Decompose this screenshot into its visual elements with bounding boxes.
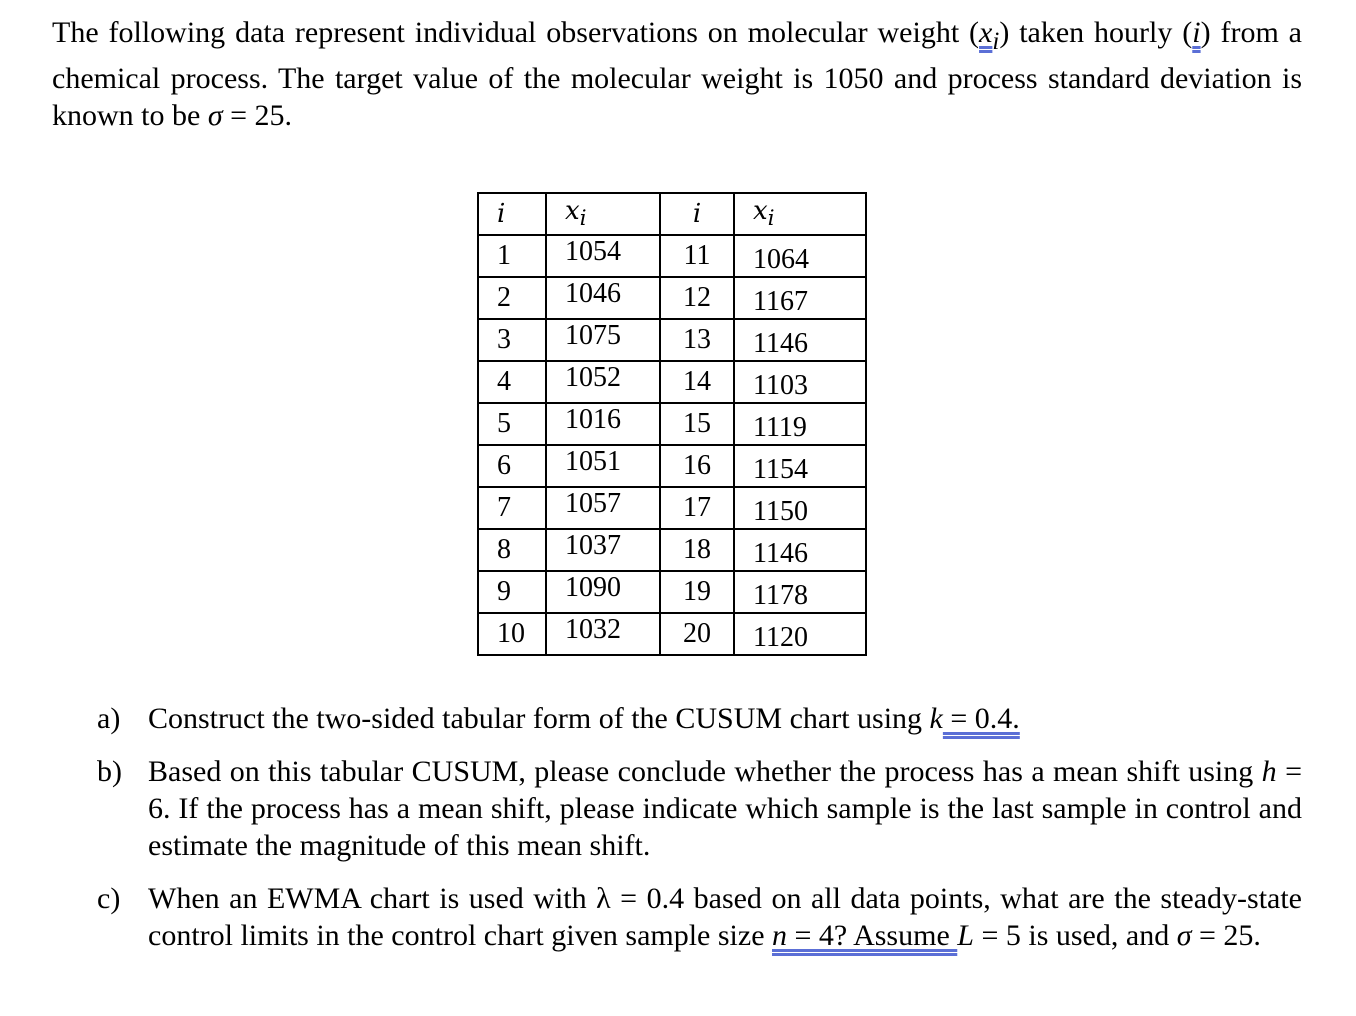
table-row — [478, 571, 866, 613]
table-cell: 1037 — [565, 530, 621, 561]
table-cell: 1032 — [565, 614, 621, 645]
question-text: Based on this tabular CUSUM, please conclude whether the process has a mean shift using h = 6. If the process has a mean shift, please indicate which sample is the last sample in control and estimate the magnitude of this mean shift. — [148, 755, 1303, 862]
table-row — [478, 319, 866, 361]
table-cell: 13 — [660, 319, 734, 361]
question-label: b) — [97, 755, 122, 788]
table-row — [478, 361, 866, 403]
table-cell: 7 — [478, 487, 546, 529]
table-header-row — [478, 193, 866, 235]
question-text: When an EWMA chart is used with λ = 0.4 based on all data points, what are the steady-state control limits in the control chart given sample size n = 4? Assume L = 5 is used, and σ = 25. — [148, 882, 1302, 952]
table-cell: 2 — [478, 277, 546, 319]
table-cell: 1103 — [753, 370, 808, 401]
table-cell: 11 — [660, 235, 734, 277]
table-cell: 4 — [478, 361, 546, 403]
table-cell: 1 — [478, 235, 546, 277]
table-cell: 20 — [660, 613, 734, 655]
header-i-2: i — [660, 193, 734, 235]
table-row — [478, 403, 866, 445]
table-cell: 1154 — [753, 454, 808, 485]
question-text: Construct the two-sided tabular form of the CUSUM chart using k = 0.4. — [148, 702, 1020, 735]
header-i-1: i — [478, 193, 546, 235]
table-cell: 1064 — [753, 244, 809, 275]
table-cell: 1051 — [565, 446, 621, 477]
table-cell: 17 — [660, 487, 734, 529]
table-cell: 1119 — [753, 412, 807, 443]
table-cell: 18 — [660, 529, 734, 571]
table-cell: 1146 — [753, 328, 808, 359]
question-b — [97, 753, 1302, 864]
question-a — [97, 700, 1302, 737]
problem-intro — [52, 14, 1302, 134]
table-cell: 1054 — [565, 236, 621, 267]
question-list — [97, 700, 1302, 970]
question-label: a) — [97, 702, 121, 735]
table-cell: 1090 — [565, 572, 621, 603]
table-cell: 15 — [660, 403, 734, 445]
table-cell: 1146 — [753, 538, 808, 569]
table-cell: 5 — [478, 403, 546, 445]
table-cell: 1052 — [565, 362, 621, 393]
data-table — [477, 192, 867, 656]
table-row — [478, 529, 866, 571]
sigma-symbol: σ — [207, 99, 223, 132]
table-cell: 3 — [478, 319, 546, 361]
table-row — [478, 487, 866, 529]
table-cell: 6 — [478, 445, 546, 487]
table-cell: 1178 — [753, 580, 808, 611]
table-cell: 1016 — [565, 404, 621, 435]
table-cell: 1150 — [753, 496, 808, 527]
xi-symbol: $x_i$ — [979, 16, 1000, 55]
table-cell: 14 — [660, 361, 734, 403]
header-x-2: $x_i$ — [734, 193, 866, 235]
table-cell: 1167 — [753, 286, 808, 317]
intro-text-2: ) taken hourly ( — [999, 16, 1193, 49]
question-c — [97, 880, 1302, 954]
header-x-1: $x_i$ — [546, 193, 660, 235]
i-symbol: i — [1192, 16, 1201, 49]
table-cell: 1120 — [753, 622, 808, 653]
table-cell: 1057 — [565, 488, 621, 519]
intro-text-3: ) from a chemical process. The target value of the molecular weight is 1050 and process standard deviation is known to be — [52, 16, 1302, 132]
table-row — [478, 277, 866, 319]
table-cell: 12 — [660, 277, 734, 319]
table-cell: 8 — [478, 529, 546, 571]
table-cell: 16 — [660, 445, 734, 487]
question-label: c) — [97, 882, 121, 915]
table-cell: 1046 — [565, 278, 621, 309]
table-row — [478, 613, 866, 655]
table-cell: 10 — [478, 613, 546, 655]
intro-text-4: = 25. — [222, 99, 293, 132]
intro-text-1: The following data represent individual observations on molecular weight ( — [52, 16, 980, 49]
table-row — [478, 235, 866, 277]
table-row — [478, 445, 866, 487]
table-cell: 19 — [660, 571, 734, 613]
table-cell: 9 — [478, 571, 546, 613]
table-cell: 1075 — [565, 320, 621, 351]
